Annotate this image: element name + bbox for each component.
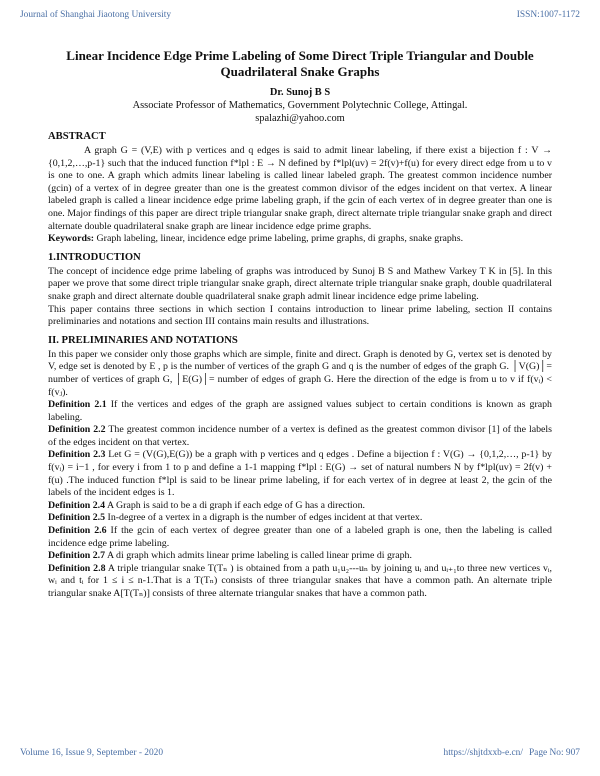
definition-label: Definition 2.8 [48,562,106,574]
journal-name: Journal of Shanghai Jiaotong University [20,10,172,20]
definition-2-8 [48,563,552,601]
definition-label: Definition 2.6 [48,525,107,537]
author-name: Dr. Sunoj B S [269,87,331,98]
intro-heading: 1.INTRODUCTION [48,251,141,263]
abstract-text: A graph G = (V,E) with p vertices and q edges is said to admit linear labeling, if there exist a bijection f : V → {0,1,2,…,p-1} such that the induced function f*lpl : E → N defined by f*lpl(uv) = 2f(v)+f(u) for every direct edge from u to v is one to one. A graph which admits linear labeling is called linear labeled graph. The greatest common incidence number (gcin) of a vertex of in degree greater than one is the greatest common divisor of the edges incident on that vertex. A linear labeled graph is called a linear incidence edge prime labeling graph, if the gcin of each vertex of in degree greater than one is one. Major findings of this paper are direct triple triangular snake graph, direct alternate triple triangular snake graph and direct alternate double quadrilateral snake graph are linear incidence edge prime graphs. [48,145,552,232]
definition-2-4 [48,500,552,513]
footer-right [438,748,580,758]
definition-text: The greatest common incidence number of a vertex is defined as the greatest common divisor [1] of the labels of the edges incident on that vertex. [48,424,553,448]
definition-label: Definition 2.5 [48,512,106,524]
issn: ISSN:1007-1172 [516,10,580,20]
definition-text: A di graph which admits linear prime labeling is called linear prime di graph. [105,550,412,562]
definition-text: A triple triangular snake T(Tₙ ) is obtained from a path u₁u₂---uₙ by joining uᵢ and uᵢ₊₁to three new vertices vᵢ, wᵢ and tᵢ for 1 ≤ i ≤ n-1.That is a T(Tₙ) consists of three triangular snakes that have a common path. An alternate triple triangular snake A[T(Tₙ)] consists of three alternate triangular snakes that have a common path. [48,562,552,599]
page-footer [20,748,580,762]
abstract-heading: ABSTRACT [48,131,106,142]
page-number: Page No: 907 [528,748,580,758]
definition-2-7 [48,550,552,563]
journal-url[interactable]: https://shjtdxxb-e.cn/ [443,748,523,758]
intro-paragraph-2: This paper contains three sections in which section I contains introduction to linear prime labeling, section II contains preliminaries and notations and section III contains main results and illustrations. [48,303,552,328]
definition-label: Definition 2.7 [48,550,106,562]
definition-2-1 [48,399,552,424]
definition-label: Definition 2.2 [48,424,106,436]
definition-2-6 [48,525,552,550]
definition-2-5 [48,512,552,525]
paper-title: Linear Incidence Edge Prime Labeling of Some Direct Triple Triangular and Double Quadrilateral Snake Graphs [66,48,534,79]
definition-text: If the vertices and edges of the graph are assigned values subject to certain conditions is known as graph labeling. [48,399,552,423]
definition-text: A Graph is said to be a di graph if each edge of G has a direction. [105,499,366,511]
keywords [48,233,552,246]
prelim-paragraph: In this paper we consider only those graphs which are simple, finite and direct. Graph is denoted by G, vertex set is denoted by V, edge set is denoted by E , p is the number of vertices of the graph G and q is the number of edges of the graph G. │V(G)│= number of vertices of graph G, │E(G)│= number of edges of graph G. Here the direction of the edge is from u to v if f(vᵢ) < f(vⱼ). [48,348,552,398]
definition-label: Definition 2.4 [48,499,106,511]
intro-paragraph-1: The concept of incidence edge prime labeling of graphs was introduced by Sunoj B S and Mathew Varkey T K in [5]. In this paper we prove that some direct triple triangular snake graph, direct alternate triple triangular snake graph, double quadrilateral snake graph and direct alternate double quadrilateral snake graph admit linear incidence edge prime labeling. [48,265,552,302]
author-email[interactable]: spalazhi@yahoo.com [255,113,345,124]
definition-2-3 [48,449,552,499]
definition-text: In-degree of a vertex in a digraph is the number of edges incident at that vertex. [105,512,423,524]
keywords-text: Graph labeling, linear, incidence edge prime labeling, prime graphs, di graphs, snake graphs. [94,233,464,245]
definition-text: Let G = (V(G),E(G)) be a graph with p vertices and q edges . Define a bijection f : V(G) → {0,1,2,…, p-1} by f(vᵢ) = i−1 , for every i from 1 to p and define a 1-1 mapping f*lpl : E(G) → set of natural numbers N by f*lpl(uv) = 2f(v) + f(u) .The induced function f*lpl is said to be linear prime labeling, if for each vertex of in degree at least 2, the gcin of the labels of the incident edges is 1. [48,449,552,499]
author-affiliation: Associate Professor of Mathematics, Government Polytechnic College, Attingal. [132,100,468,111]
volume-info: Volume 16, Issue 9, September - 2020 [20,748,164,758]
prelim-heading: II. PRELIMINARIES AND NOTATIONS [48,334,238,346]
definition-2-2 [48,424,552,449]
definition-label: Definition 2.1 [48,399,107,411]
definition-label: Definition 2.3 [48,449,106,461]
keywords-label: Keywords: [48,233,95,245]
paper-body [48,48,552,601]
definition-text: If the gcin of each vertex of degree greater than one of a labeled graph is one, then the labeling is called incidence edge prime labeling. [48,525,552,549]
page-header [20,10,580,24]
